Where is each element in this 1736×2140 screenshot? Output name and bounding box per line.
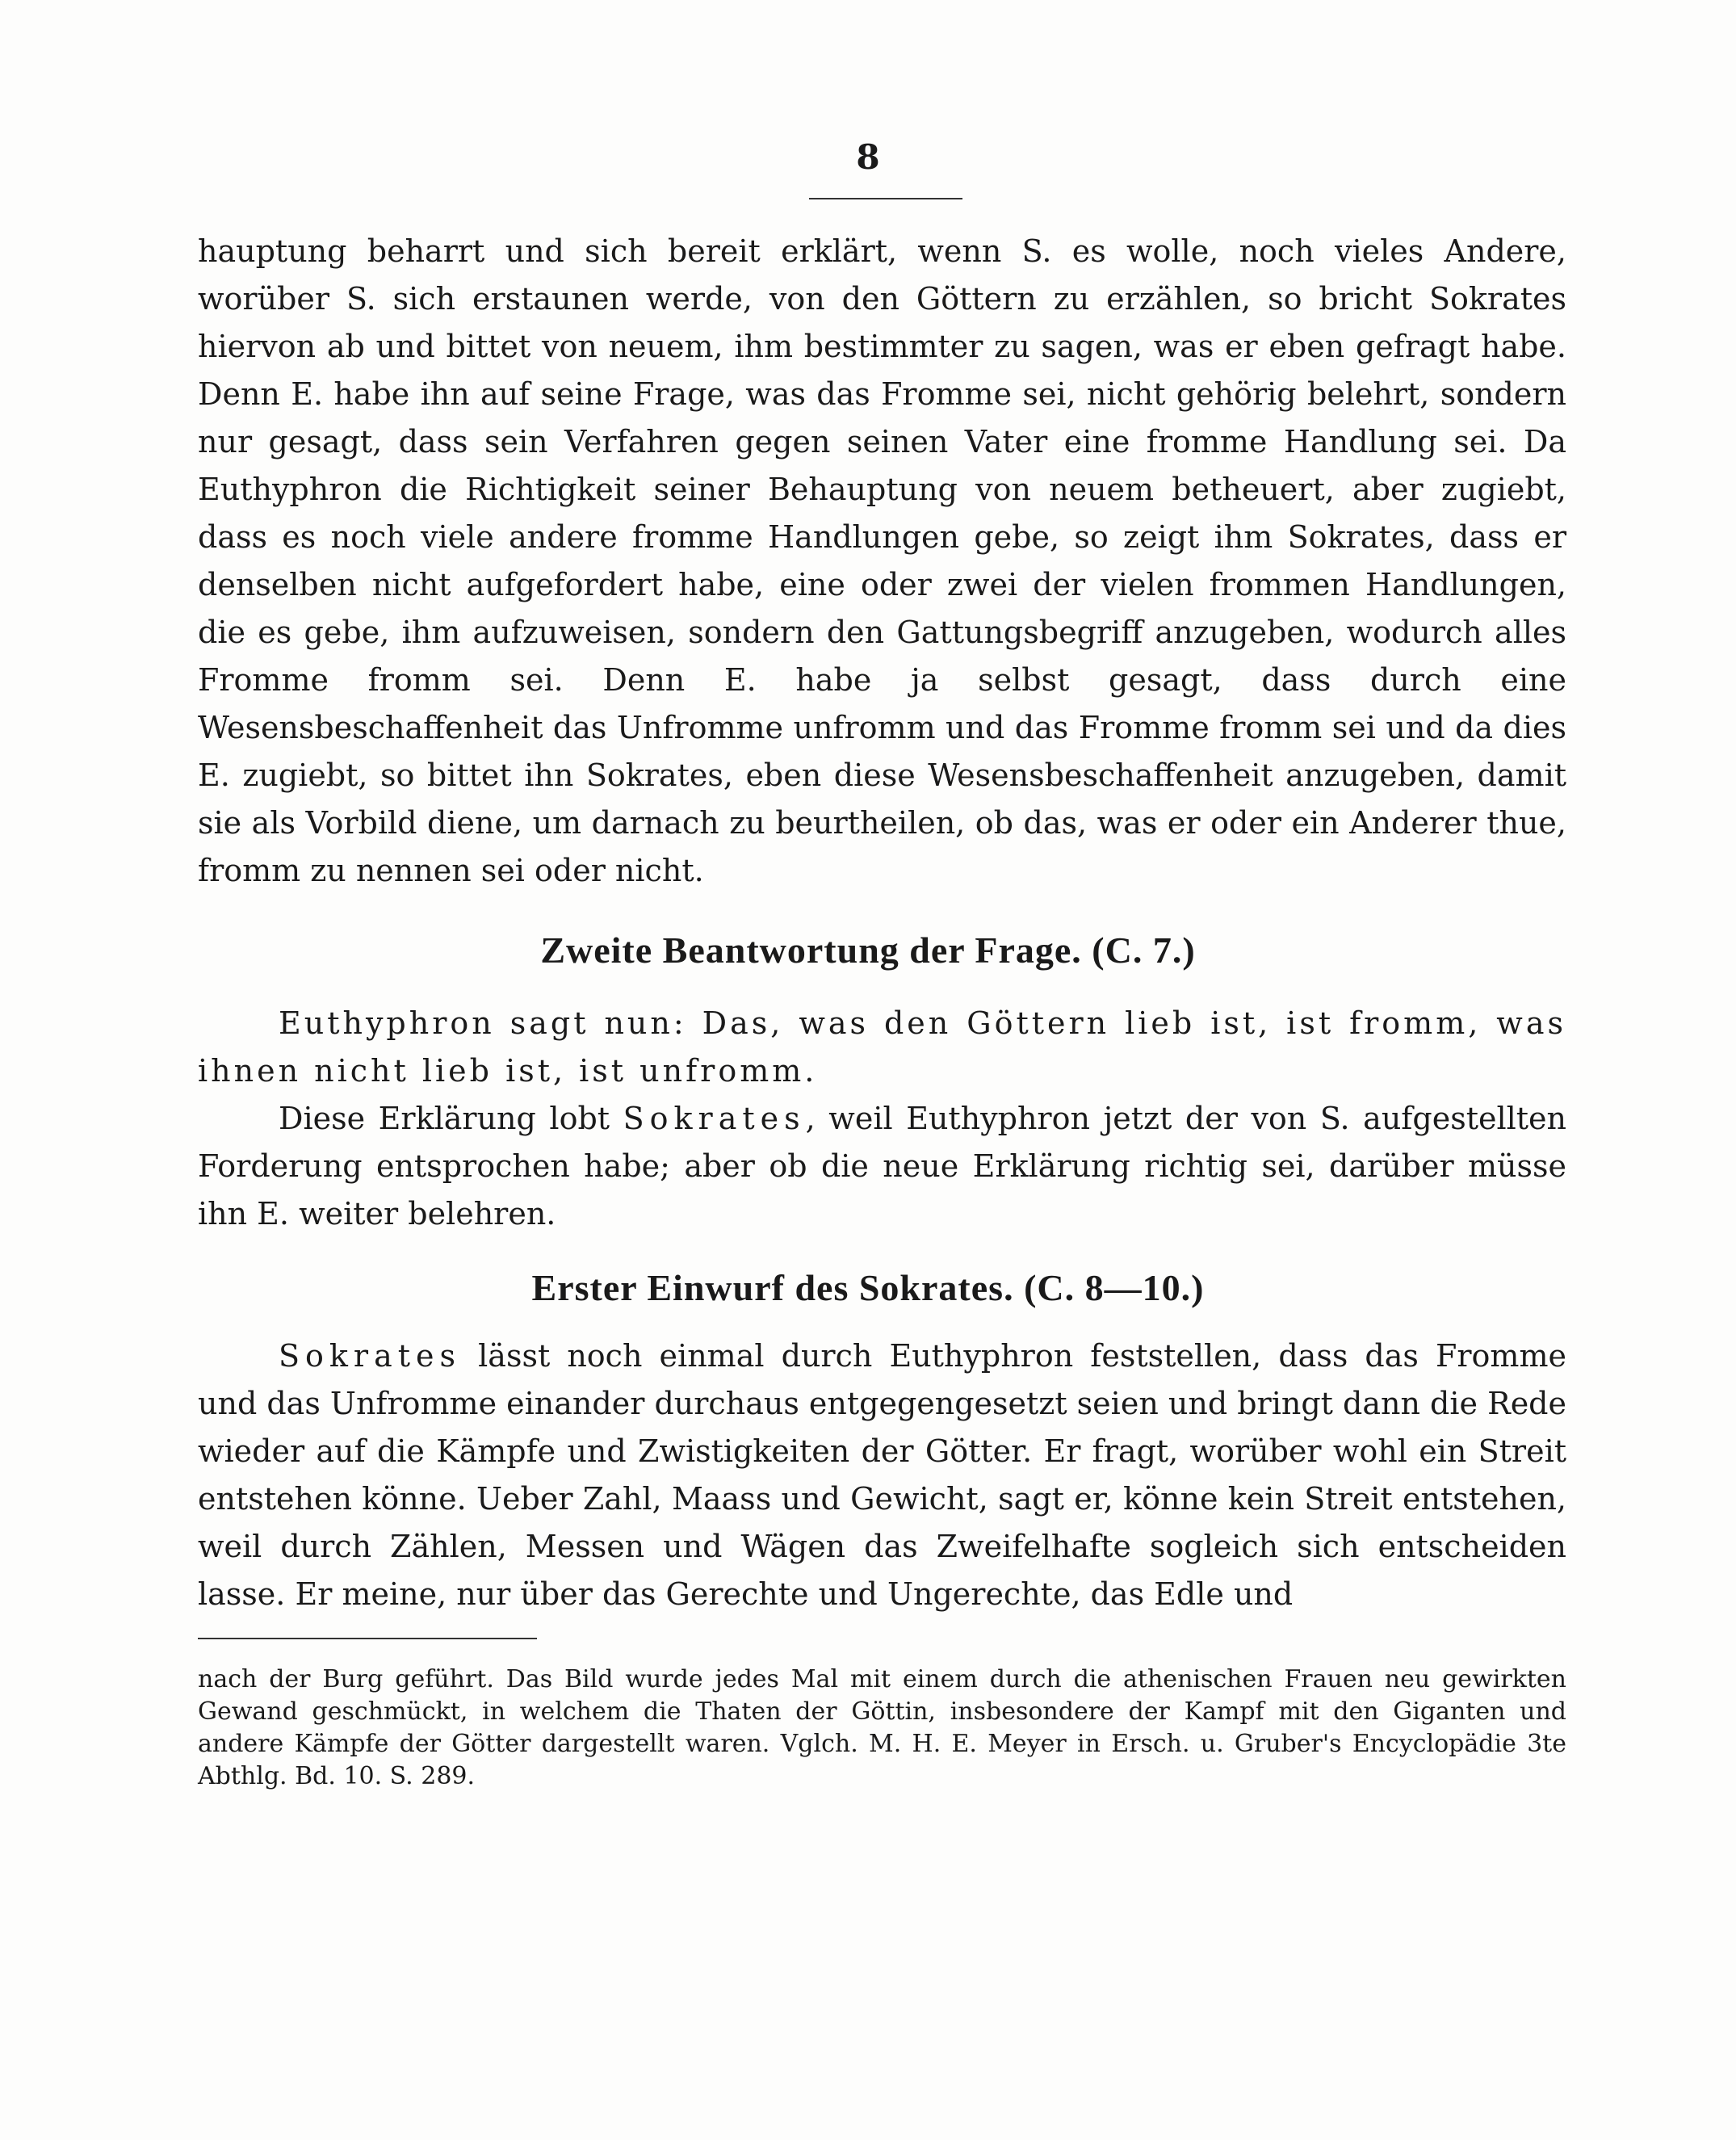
section-heading-2: Erster Einwurf des Sokrates. (C. 8—10.) [531,1267,1205,1308]
section1-paragraph [198,1095,1566,1238]
section2-paragraph-name: Sokrates [279,1338,462,1374]
section1-paragraph-name: Sokrates [623,1101,806,1136]
section-heading-1: Zweite Beantwortung der Frage. (C. 7.) [540,929,1196,971]
page-number: 8 [856,137,880,177]
section1-paragraph-start: Diese Erklärung lobt [279,1101,610,1136]
footnote: nach der Burg geführt. Das Bild wurde jedes Mal mit einem durch die athenischen Frauen neu gewirkten Gewand geschmückt, in welchem die Thaten der Göttin, insbesondere der Kampf mit den Giganten und andere Kämpfe der Götter dargestellt waren. Vglch. M. H. E. Meyer in Ersch. u. Gruber's Encyclopädie 3te Abthlg. Bd. 10. S. 289. [198,1665,1566,1790]
footnote-rule [198,1638,537,1639]
body-paragraph: hauptung beharrt und sich bereit erklärt, wenn S. es wolle, noch vieles Andere, worüber S. sich erstaunen werde, von den Göttern zu erzählen, so bricht Sokrates hiervon ab und bittet von neuem, ihm bestimmter zu sagen, was er eben gefragt habe. Denn E. habe ihn auf seine Frage, was das Fromme sei, nicht gehörig belehrt, sondern nur gesagt, dass sein Verfahren gegen seinen Vater eine fromme Handlung sei. Da Euthyphron die Richtigkeit seiner Behauptung von neuem betheuert, aber zugiebt, dass es noch viele andere fromme Handlungen gebe, so zeigt ihm Sokrates, dass er denselben nicht aufgefordert habe, eine oder zwei der vielen frommen Handlungen, die es gebe, ihm aufzuweisen, sondern den Gattungsbegriff anzugeben, wodurch alles Fromme fromm sei. Denn E. habe ja selbst gesagt, dass durch eine Wesensbeschaffenheit das Unfromme unfromm und das Fromme fromm sei und da dies E. zugiebt, so bittet ihn Sokrates, eben diese Wesensbeschaffenheit anzugeben, damit sie als Vorbild diene, um darnach zu beurtheilen, ob das, was er oder ein Anderer thue, fromm zu nennen sei oder nicht. [198,233,1566,888]
definition-paragraph: Euthyphron sagt nun: Das, was den Göttern lieb ist, ist fromm, was ihnen nicht lieb ist, ist unfromm. [198,1005,1566,1089]
section2-paragraph [198,1332,1566,1618]
section1-paragraph-rest: , weil Euthyphron jetzt der von S. aufgestellten Forderung entsprochen habe; aber ob die neue Erklärung richtig sei, darüber müsse ihn E. weiter belehren. [198,1101,1566,1232]
section2-paragraph-rest: lässt noch einmal durch Euthyphron feststellen, dass das Fromme und das Unfromme einander durchaus entgegengesetzt seien und bringt dann die Rede wieder auf die Kämpfe und Zwistigkeiten der Götter. Er fragt, worüber wohl ein Streit entstehen könne. Ueber Zahl, Maass und Gewicht, sagt er, könne kein Streit entstehen, weil durch Zählen, Messen und Wägen das Zweifelhafte sogleich sich entscheiden lasse. Er meine, nur über das Gerechte und Ungerechte, das Edle und [198,1338,1566,1612]
page-number-rule [809,198,962,199]
